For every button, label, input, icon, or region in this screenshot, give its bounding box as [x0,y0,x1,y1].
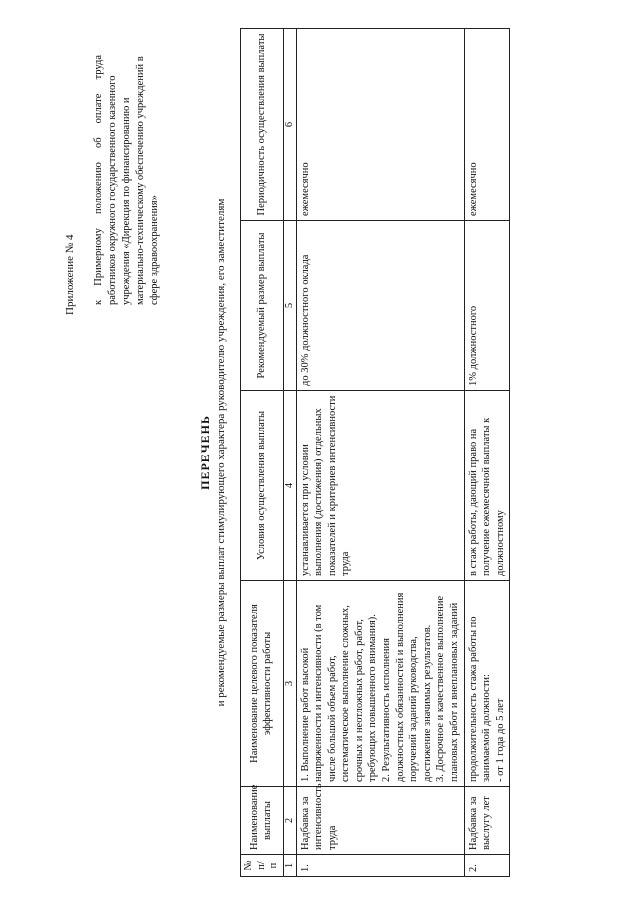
indicator-text: 1. Выполнение работ высокой напряженности и интенсивности (в том числе большой объем работ, систематическое выполнение сложных, срочных и неотложных работ, работ, требующих повышенного внимания). 2. Результативность исполнения должностных обязанностей и выполнения поручений заданий руководства, достижение значимых результатов. 3. Досрочное и качественное выполнение плановых работ и внеплановых заданий [296,581,464,787]
header-period: Периодичность осуществления выплаты [241,29,284,221]
column-number: 5 [283,221,296,391]
table-header-row [241,29,284,877]
payments-table [240,28,510,877]
column-number: 4 [283,391,296,581]
reference-first-line: к Примерному положению об оплате труда [93,55,104,305]
column-number: 6 [283,29,296,221]
reference-rest: работников окружного государственного казенного учреждения «Дирекция по финансированию и материально-техническому обеспечению учреждений в сфере здравоохранения» [107,56,160,305]
header-condition: Условия осуществления выплаты [241,391,284,581]
table-row [296,29,464,877]
condition-text: в стаж работы, дающий право на получение ежемесячной выплаты к должностному [464,391,510,581]
column-number: 2 [283,787,296,855]
column-number: 3 [283,581,296,787]
column-number-row [283,29,296,877]
payment-name: Надбавка за выслугу лет [464,787,510,855]
reference-note [92,55,162,305]
table-row [464,29,510,877]
document-subtitle: и рекомендуемые размеры выплат стимулирующего характера руководителю учреждения, его заместителям [215,198,227,707]
header-indicator: Наименование целевого показателя эффективности работы [241,581,284,787]
condition-text: устанавливается при условии выполнения (достижения) отдельных показателей и критериев интенсивности труда [296,391,464,581]
row-number: 2. [464,855,510,877]
payment-name: Надбавка за интенсивность труда [296,787,464,855]
size-text: 1% должностного [464,221,510,391]
row-number: 1. [296,855,464,877]
header-payment-name: Наименование выплаты [241,787,284,855]
header-size: Рекомендуемый размер выплаты [241,221,284,391]
period-text: ежемесячно [464,29,510,221]
column-number: 1 [283,855,296,877]
appendix-label: Приложение № 4 [64,234,76,315]
document-title: ПЕРЕЧЕНЬ [198,415,212,490]
indicator-text: продолжительность стажа работы по занимаемой должности: - от 1 года до 5 лет [464,581,510,787]
period-text: ежемесячно [296,29,464,221]
header-number: № п/п [241,855,284,877]
size-text: до 30% должностного оклада [296,221,464,391]
